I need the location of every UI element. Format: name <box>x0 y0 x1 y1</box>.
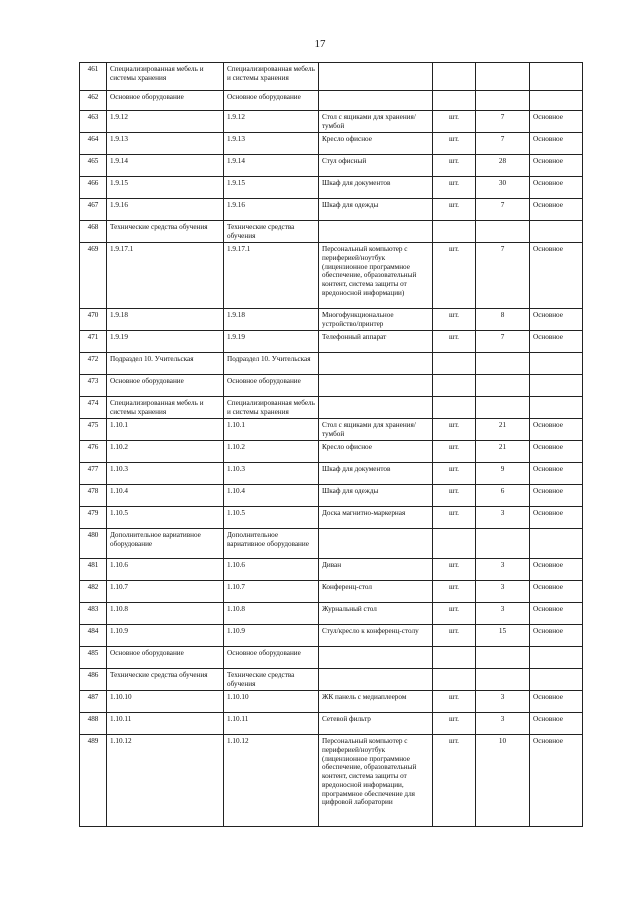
table-row <box>80 647 583 669</box>
quantity: 7 <box>476 331 530 353</box>
equipment-type: Основное <box>530 625 583 647</box>
equipment-type: Основное <box>530 603 583 625</box>
table-row <box>80 199 583 221</box>
item-name: Телефонный аппарат <box>319 331 433 353</box>
table-row <box>80 485 583 507</box>
equipment-type: Основное <box>530 559 583 581</box>
section-code: 1.9.18 <box>107 309 224 331</box>
item-name: Шкаф для одежды <box>319 199 433 221</box>
section-code: 1.9.12 <box>107 111 224 133</box>
item-name: Кресло офисное <box>319 133 433 155</box>
section-code: 1.9.19 <box>107 331 224 353</box>
item-name <box>319 63 433 91</box>
equipment-type: Основное <box>530 441 583 463</box>
equipment-type <box>530 63 583 91</box>
section-name: 1.9.18 <box>224 309 319 331</box>
table-row <box>80 309 583 331</box>
row-number: 462 <box>80 91 107 111</box>
table-row <box>80 559 583 581</box>
section-name: 1.10.6 <box>224 559 319 581</box>
row-number: 486 <box>80 669 107 691</box>
row-number: 465 <box>80 155 107 177</box>
item-name: Сетевой фильтр <box>319 713 433 735</box>
section-code: 1.10.1 <box>107 419 224 441</box>
table-row <box>80 463 583 485</box>
equipment-type: Основное <box>530 155 583 177</box>
unit <box>433 63 476 91</box>
quantity: 3 <box>476 559 530 581</box>
section-name: 1.9.12 <box>224 111 319 133</box>
row-number: 466 <box>80 177 107 199</box>
equipment-type: Основное <box>530 111 583 133</box>
section-name: 1.10.12 <box>224 735 319 827</box>
unit: шт. <box>433 581 476 603</box>
equipment-type: Основное <box>530 581 583 603</box>
item-name: Журнальный стол <box>319 603 433 625</box>
row-number: 479 <box>80 507 107 529</box>
table-row <box>80 419 583 441</box>
quantity: 15 <box>476 625 530 647</box>
section-code: 1.10.12 <box>107 735 224 827</box>
table-row <box>80 603 583 625</box>
table-row <box>80 177 583 199</box>
equipment-type <box>530 221 583 243</box>
section-code: 1.10.8 <box>107 603 224 625</box>
unit <box>433 353 476 375</box>
section-name: 1.10.11 <box>224 713 319 735</box>
unit: шт. <box>433 507 476 529</box>
row-number: 475 <box>80 419 107 441</box>
equipment-type: Основное <box>530 177 583 199</box>
section-name: 1.10.5 <box>224 507 319 529</box>
section-name: Технические средства обучения <box>224 221 319 243</box>
equipment-type <box>530 375 583 397</box>
table-row <box>80 507 583 529</box>
row-number: 478 <box>80 485 107 507</box>
quantity <box>476 91 530 111</box>
unit: шт. <box>433 713 476 735</box>
section-code: Подраздел 10. Учительская <box>107 353 224 375</box>
item-name <box>319 529 433 559</box>
item-name: Доска магнитно-маркерная <box>319 507 433 529</box>
quantity: 3 <box>476 713 530 735</box>
section-code: 1.9.15 <box>107 177 224 199</box>
table-row <box>80 735 583 827</box>
item-name: Шкаф для документов <box>319 463 433 485</box>
section-code: 1.10.9 <box>107 625 224 647</box>
row-number: 469 <box>80 243 107 309</box>
quantity: 7 <box>476 133 530 155</box>
row-number: 472 <box>80 353 107 375</box>
unit: шт. <box>433 243 476 309</box>
unit: шт. <box>433 111 476 133</box>
quantity: 7 <box>476 243 530 309</box>
section-code: Основное оборудование <box>107 375 224 397</box>
section-code: Основное оборудование <box>107 647 224 669</box>
item-name: ЖК панель с медиаплеером <box>319 691 433 713</box>
section-code: 1.10.4 <box>107 485 224 507</box>
equipment-type <box>530 91 583 111</box>
section-name: 1.9.15 <box>224 177 319 199</box>
quantity: 7 <box>476 199 530 221</box>
quantity <box>476 375 530 397</box>
table-row <box>80 133 583 155</box>
equipment-type: Основное <box>530 331 583 353</box>
section-code: 1.10.10 <box>107 691 224 713</box>
section-code: 1.10.3 <box>107 463 224 485</box>
equipment-table <box>79 62 583 827</box>
item-name: Кресло офисное <box>319 441 433 463</box>
unit <box>433 669 476 691</box>
equipment-type: Основное <box>530 463 583 485</box>
table-row <box>80 331 583 353</box>
unit: шт. <box>433 309 476 331</box>
unit: шт. <box>433 559 476 581</box>
unit: шт. <box>433 735 476 827</box>
section-code: Дополнительное вариативное оборудование <box>107 529 224 559</box>
table-row <box>80 375 583 397</box>
section-name: Основное оборудование <box>224 647 319 669</box>
item-name: Стол с ящиками для хранения/тумбой <box>319 111 433 133</box>
unit: шт. <box>433 625 476 647</box>
table-row <box>80 713 583 735</box>
table-row <box>80 353 583 375</box>
item-name: Шкаф для документов <box>319 177 433 199</box>
quantity: 21 <box>476 441 530 463</box>
row-number: 467 <box>80 199 107 221</box>
row-number: 464 <box>80 133 107 155</box>
row-number: 481 <box>80 559 107 581</box>
quantity: 21 <box>476 419 530 441</box>
row-number: 480 <box>80 529 107 559</box>
table-row <box>80 63 583 91</box>
unit: шт. <box>433 463 476 485</box>
quantity: 3 <box>476 691 530 713</box>
equipment-type: Основное <box>530 309 583 331</box>
quantity: 7 <box>476 111 530 133</box>
page-number: 17 <box>314 38 326 50</box>
equipment-type: Основное <box>530 713 583 735</box>
section-code: Технические средства обучения <box>107 669 224 691</box>
quantity: 3 <box>476 507 530 529</box>
row-number: 471 <box>80 331 107 353</box>
section-code: 1.10.11 <box>107 713 224 735</box>
quantity: 6 <box>476 485 530 507</box>
equipment-type: Основное <box>530 133 583 155</box>
section-name: 1.9.17.1 <box>224 243 319 309</box>
equipment-type <box>530 529 583 559</box>
quantity: 30 <box>476 177 530 199</box>
unit: шт. <box>433 441 476 463</box>
row-number: 468 <box>80 221 107 243</box>
item-name <box>319 375 433 397</box>
section-code: 1.9.14 <box>107 155 224 177</box>
quantity: 3 <box>476 603 530 625</box>
quantity <box>476 397 530 419</box>
table-row <box>80 155 583 177</box>
unit <box>433 529 476 559</box>
row-number: 463 <box>80 111 107 133</box>
table-row <box>80 91 583 111</box>
table-row <box>80 691 583 713</box>
item-name: Стул офисный <box>319 155 433 177</box>
unit: шт. <box>433 199 476 221</box>
equipment-type: Основное <box>530 735 583 827</box>
table-row <box>80 581 583 603</box>
unit <box>433 91 476 111</box>
item-name <box>319 353 433 375</box>
section-code: 1.10.7 <box>107 581 224 603</box>
section-name: Основное оборудование <box>224 375 319 397</box>
section-code: Специализированная мебель и системы хранения <box>107 63 224 91</box>
unit: шт. <box>433 177 476 199</box>
unit: шт. <box>433 331 476 353</box>
section-name: 1.9.19 <box>224 331 319 353</box>
row-number: 477 <box>80 463 107 485</box>
section-code: 1.10.6 <box>107 559 224 581</box>
row-number: 470 <box>80 309 107 331</box>
unit: шт. <box>433 485 476 507</box>
unit <box>433 221 476 243</box>
row-number: 476 <box>80 441 107 463</box>
section-name: 1.10.3 <box>224 463 319 485</box>
item-name <box>319 647 433 669</box>
section-name: 1.9.14 <box>224 155 319 177</box>
section-code: Специализированная мебель и системы хранения <box>107 397 224 419</box>
section-name: 1.10.10 <box>224 691 319 713</box>
section-code: Основное оборудование <box>107 91 224 111</box>
unit: шт. <box>433 133 476 155</box>
table-row <box>80 441 583 463</box>
row-number: 483 <box>80 603 107 625</box>
unit: шт. <box>433 691 476 713</box>
equipment-type: Основное <box>530 419 583 441</box>
unit: шт. <box>433 603 476 625</box>
equipment-type: Основное <box>530 199 583 221</box>
quantity <box>476 669 530 691</box>
section-code: 1.9.13 <box>107 133 224 155</box>
quantity <box>476 353 530 375</box>
item-name: Стол с ящиками для хранения/тумбой <box>319 419 433 441</box>
section-name: 1.10.1 <box>224 419 319 441</box>
item-name <box>319 221 433 243</box>
section-code: 1.9.17.1 <box>107 243 224 309</box>
quantity: 9 <box>476 463 530 485</box>
equipment-type <box>530 397 583 419</box>
item-name: Диван <box>319 559 433 581</box>
equipment-type: Основное <box>530 243 583 309</box>
quantity <box>476 221 530 243</box>
equipment-type <box>530 647 583 669</box>
section-name: 1.10.4 <box>224 485 319 507</box>
unit: шт. <box>433 419 476 441</box>
row-number: 485 <box>80 647 107 669</box>
quantity <box>476 647 530 669</box>
quantity <box>476 529 530 559</box>
row-number: 489 <box>80 735 107 827</box>
row-number: 484 <box>80 625 107 647</box>
section-name: Основное оборудование <box>224 91 319 111</box>
quantity: 3 <box>476 581 530 603</box>
equipment-type <box>530 353 583 375</box>
table-row <box>80 221 583 243</box>
section-name: Подраздел 10. Учительская <box>224 353 319 375</box>
table-row <box>80 243 583 309</box>
row-number: 474 <box>80 397 107 419</box>
quantity: 8 <box>476 309 530 331</box>
table-row <box>80 397 583 419</box>
section-name: 1.10.2 <box>224 441 319 463</box>
quantity: 10 <box>476 735 530 827</box>
section-name: Специализированная мебель и системы хранения <box>224 63 319 91</box>
item-name: Персональный компьютер с периферией/ноутбук (лицензионное программное обеспечение, образовательный контент, система защиты от вредоносной информации, программное обеспечение для цифровой лаборатории <box>319 735 433 827</box>
item-name <box>319 91 433 111</box>
section-code: 1.10.2 <box>107 441 224 463</box>
section-name: 1.9.13 <box>224 133 319 155</box>
unit <box>433 397 476 419</box>
section-name: 1.10.7 <box>224 581 319 603</box>
unit: шт. <box>433 155 476 177</box>
quantity: 28 <box>476 155 530 177</box>
equipment-type: Основное <box>530 507 583 529</box>
unit <box>433 647 476 669</box>
section-name: 1.9.16 <box>224 199 319 221</box>
item-name: Стул/кресло к конференц-столу <box>319 625 433 647</box>
section-name: Дополнительное вариативное оборудование <box>224 529 319 559</box>
section-name: Специализированная мебель и системы хранения <box>224 397 319 419</box>
section-name: 1.10.8 <box>224 603 319 625</box>
item-name: Персональный компьютер с периферией/ноутбук (лицензионное программное обеспечение, образовательный контент, система защиты от вредоносной информации) <box>319 243 433 309</box>
row-number: 482 <box>80 581 107 603</box>
item-name: Шкаф для одежды <box>319 485 433 507</box>
section-name: Технические средства обучения <box>224 669 319 691</box>
row-number: 461 <box>80 63 107 91</box>
quantity <box>476 63 530 91</box>
table-row <box>80 111 583 133</box>
equipment-type: Основное <box>530 691 583 713</box>
table-row <box>80 625 583 647</box>
row-number: 488 <box>80 713 107 735</box>
section-code: Технические средства обучения <box>107 221 224 243</box>
section-name: 1.10.9 <box>224 625 319 647</box>
item-name <box>319 669 433 691</box>
section-code: 1.9.16 <box>107 199 224 221</box>
table-row <box>80 529 583 559</box>
equipment-type: Основное <box>530 485 583 507</box>
item-name: Многофункциональное устройство/принтер <box>319 309 433 331</box>
unit <box>433 375 476 397</box>
equipment-type <box>530 669 583 691</box>
row-number: 473 <box>80 375 107 397</box>
item-name <box>319 397 433 419</box>
table-row <box>80 669 583 691</box>
row-number: 487 <box>80 691 107 713</box>
item-name: Конференц-стол <box>319 581 433 603</box>
section-code: 1.10.5 <box>107 507 224 529</box>
